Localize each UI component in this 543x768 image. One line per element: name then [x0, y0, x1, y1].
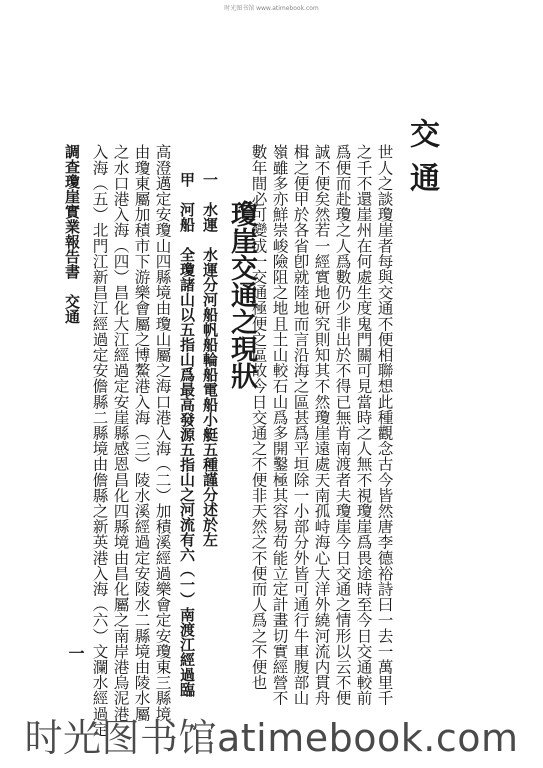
intro-line-4: 誠不便矣然若一經實地研究則知其不然瓊崖遠處天南孤峙海心大洋外繞河流内貫舟 [312, 144, 331, 706]
item-river-boats: 甲 河船 全瓊諸山以五指山爲最高發源五指山之河流有六（一）南渡江經過臨 [178, 172, 196, 697]
river-line-1: 高澄邁定安瓊山四縣境由瓊山屬之海口港入海（二）加積溪經過樂會定安瓊東三縣境 [153, 144, 172, 722]
watermark-banner: 时光图书馆atimebook.com [24, 715, 519, 760]
river-line-2: 由瓊東屬加積市下游樂會屬之博鰲港入海（三）陵水溪經過定安陵水二縣境由陵水屬 [132, 144, 151, 722]
intro-line-7: 數年間必可變成一交通極便之區故今日交通之不便非天然之不便而人爲之不便也 [249, 144, 268, 690]
page-number: 一 [66, 645, 85, 661]
intro-line-1: 世人之談瓊崖者每與交通不便相聯想此種觀念古今皆然唐李德裕詩曰一去一萬里千 [375, 144, 394, 706]
river-line-4: 入海（五）北門江新昌江經過定安儋縣二縣境由儋縣之新英港入海（六）文瀾水經過定 [90, 144, 109, 737]
river-line-3: 之水口港入海（四）昌化大江經過定安崖縣感恩昌化四縣境由昌化屬之南岸港烏泥港 [111, 144, 130, 722]
intro-line-3: 爲便而赴瓊之人爲數仍少非出於不得已無肯南渡者夫瓊崖今日交通之情形以云不便 [333, 144, 352, 706]
section-title: 瓊崖交通之現狀 [226, 200, 257, 389]
intro-line-6: 嶺雖多亦鮮崇峻險阻之地且土山較石山爲多開鑿極其容易苟能立定計畫切實經營不 [270, 144, 289, 706]
report-title: 調查瓊崖實業報告書 交通 [63, 144, 81, 324]
subsection-water-transport: 一 水運 水運分河船帆船輪船電船小艇五種謹分述於左 [201, 172, 219, 547]
intro-line-2: 之千不還崖州在何處生度鬼門關可見當時之人無不視瓊崖爲畏途時至今日交通較前 [354, 144, 373, 706]
chapter-title: 交通 [404, 118, 439, 206]
intro-line-5: 楫之便甲於各省卽就陸地而言沿海之區甚爲平垣除一小部分外皆可通行牛車腹部山 [291, 144, 310, 706]
site-mark: 时光图书馆 www.atimebook.com [224, 5, 319, 12]
